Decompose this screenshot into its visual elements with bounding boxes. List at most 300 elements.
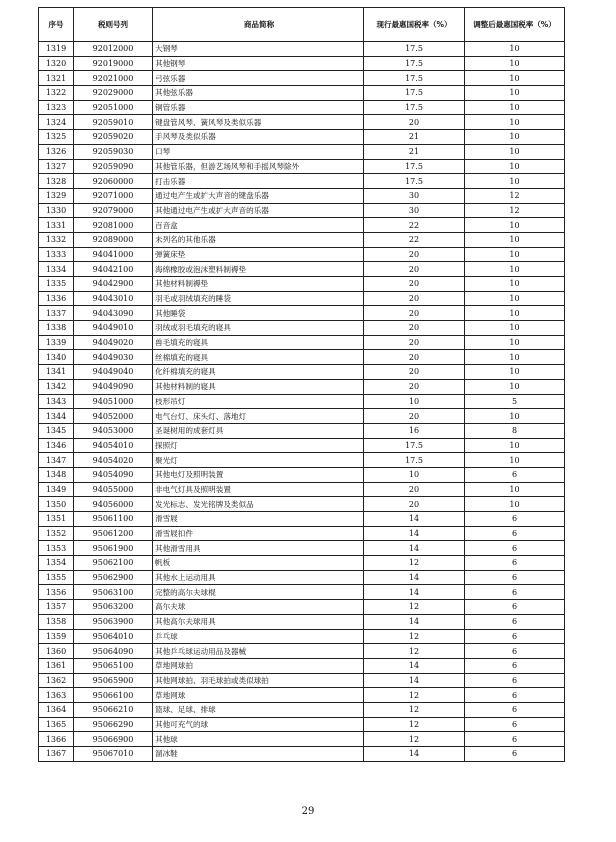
table-row: [39, 526, 565, 541]
cell-tariff-code: 95063900: [74, 614, 153, 629]
cell-adjusted-rate: 6: [465, 541, 565, 556]
table-row: [39, 159, 565, 174]
table-row: [39, 747, 565, 762]
table-row: [39, 100, 565, 115]
table-row: [39, 306, 565, 321]
header-tariff-code: 税则号列: [74, 8, 153, 42]
cell-current-rate: 30: [364, 203, 465, 218]
cell-product-name: 羽毛或羽绒填充的睡袋: [153, 291, 364, 306]
cell-adjusted-rate: 10: [465, 497, 565, 512]
cell-tariff-code: 95062900: [74, 570, 153, 585]
cell-tariff-code: 92081000: [74, 218, 153, 233]
table-body: [39, 42, 565, 762]
cell-seq: 1365: [39, 717, 74, 732]
cell-product-name: 其他可充气的球: [153, 717, 364, 732]
cell-adjusted-rate: 12: [465, 203, 565, 218]
cell-product-name: 其他乒乓球运动用品及器械: [153, 644, 364, 659]
cell-tariff-code: 95061100: [74, 512, 153, 527]
cell-seq: 1357: [39, 600, 74, 615]
cell-seq: 1325: [39, 130, 74, 145]
cell-current-rate: 12: [364, 556, 465, 571]
cell-tariff-code: 95066210: [74, 702, 153, 717]
cell-adjusted-rate: 6: [465, 658, 565, 673]
cell-product-name: 草地网球拍: [153, 658, 364, 673]
cell-tariff-code: 95064010: [74, 629, 153, 644]
cell-seq: 1349: [39, 482, 74, 497]
cell-adjusted-rate: 6: [465, 747, 565, 762]
cell-seq: 1335: [39, 277, 74, 292]
cell-adjusted-rate: 12: [465, 188, 565, 203]
cell-seq: 1341: [39, 365, 74, 380]
table-row: [39, 174, 565, 189]
cell-tariff-code: 94052000: [74, 409, 153, 424]
cell-current-rate: 12: [364, 688, 465, 703]
cell-product-name: 打击乐器: [153, 174, 364, 189]
cell-tariff-code: 92012000: [74, 42, 153, 57]
cell-seq: 1359: [39, 629, 74, 644]
cell-seq: 1366: [39, 732, 74, 747]
cell-current-rate: 17.5: [364, 174, 465, 189]
cell-product-name: 化纤棉填充的寝具: [153, 365, 364, 380]
table-row: [39, 497, 565, 512]
cell-product-name: 铜管乐器: [153, 100, 364, 115]
cell-current-rate: 17.5: [364, 42, 465, 57]
cell-tariff-code: 94056000: [74, 497, 153, 512]
cell-tariff-code: 94043010: [74, 291, 153, 306]
cell-current-rate: 20: [364, 262, 465, 277]
cell-tariff-code: 95065900: [74, 673, 153, 688]
cell-product-name: 其他电灯及照明装置: [153, 467, 364, 482]
table-row: [39, 423, 565, 438]
cell-tariff-code: 92071000: [74, 188, 153, 203]
tariff-rate-table: [38, 7, 565, 762]
cell-tariff-code: 94049090: [74, 379, 153, 394]
cell-adjusted-rate: 6: [465, 688, 565, 703]
cell-current-rate: 20: [364, 306, 465, 321]
table-row: [39, 247, 565, 262]
table-row: [39, 556, 565, 571]
cell-current-rate: 12: [364, 702, 465, 717]
cell-seq: 1344: [39, 409, 74, 424]
cell-product-name: 其他弦乐器: [153, 86, 364, 101]
cell-current-rate: 12: [364, 717, 465, 732]
table-row: [39, 673, 565, 688]
cell-seq: 1336: [39, 291, 74, 306]
cell-seq: 1339: [39, 335, 74, 350]
cell-product-name: 百音盒: [153, 218, 364, 233]
cell-seq: 1327: [39, 159, 74, 174]
cell-seq: 1337: [39, 306, 74, 321]
cell-tariff-code: 94042900: [74, 277, 153, 292]
cell-tariff-code: 95066100: [74, 688, 153, 703]
cell-current-rate: 16: [364, 423, 465, 438]
table-row: [39, 541, 565, 556]
cell-product-name: 发光标志、发光铭牌及类似品: [153, 497, 364, 512]
table-row: [39, 453, 565, 468]
cell-current-rate: 14: [364, 512, 465, 527]
cell-current-rate: 17.5: [364, 453, 465, 468]
cell-adjusted-rate: 10: [465, 277, 565, 292]
cell-adjusted-rate: 6: [465, 673, 565, 688]
cell-seq: 1333: [39, 247, 74, 262]
cell-product-name: 手风琴及类似乐器: [153, 130, 364, 145]
cell-current-rate: 14: [364, 673, 465, 688]
cell-adjusted-rate: 6: [465, 702, 565, 717]
cell-product-name: 通过电产生或扩大声音的键盘乐器: [153, 188, 364, 203]
cell-tariff-code: 92019000: [74, 56, 153, 71]
cell-product-name: 其他材料制褥垫: [153, 277, 364, 292]
table-row: [39, 350, 565, 365]
cell-tariff-code: 94043090: [74, 306, 153, 321]
table-row: [39, 717, 565, 732]
cell-seq: 1342: [39, 379, 74, 394]
cell-current-rate: 20: [364, 335, 465, 350]
table-row: [39, 71, 565, 86]
cell-product-name: 其他通过电产生或扩大声音的乐器: [153, 203, 364, 218]
cell-adjusted-rate: 10: [465, 130, 565, 145]
cell-seq: 1354: [39, 556, 74, 571]
cell-seq: 1355: [39, 570, 74, 585]
cell-tariff-code: 95062100: [74, 556, 153, 571]
cell-current-rate: 20: [364, 379, 465, 394]
cell-product-name: 篮球、足球、排球: [153, 702, 364, 717]
table-row: [39, 42, 565, 57]
table-row: [39, 321, 565, 336]
cell-adjusted-rate: 6: [465, 467, 565, 482]
cell-product-name: 其他钢琴: [153, 56, 364, 71]
cell-product-name: 其他网球拍、羽毛球拍或类似球拍: [153, 673, 364, 688]
cell-product-name: 海绵橡胶或泡沫塑料制褥垫: [153, 262, 364, 277]
cell-adjusted-rate: 10: [465, 350, 565, 365]
cell-tariff-code: 94051000: [74, 394, 153, 409]
cell-product-name: 口琴: [153, 144, 364, 159]
cell-seq: 1347: [39, 453, 74, 468]
cell-product-name: 探照灯: [153, 438, 364, 453]
cell-adjusted-rate: 10: [465, 115, 565, 130]
cell-product-name: 溜冰鞋: [153, 747, 364, 762]
cell-seq: 1367: [39, 747, 74, 762]
cell-adjusted-rate: 10: [465, 291, 565, 306]
table-row: [39, 614, 565, 629]
cell-current-rate: 20: [364, 115, 465, 130]
cell-tariff-code: 94054020: [74, 453, 153, 468]
table-row: [39, 291, 565, 306]
cell-seq: 1343: [39, 394, 74, 409]
table-row: [39, 365, 565, 380]
cell-product-name: 滑雪屐扣件: [153, 526, 364, 541]
cell-current-rate: 12: [364, 644, 465, 659]
cell-adjusted-rate: 10: [465, 453, 565, 468]
cell-seq: 1350: [39, 497, 74, 512]
cell-tariff-code: 92059010: [74, 115, 153, 130]
cell-seq: 1328: [39, 174, 74, 189]
cell-adjusted-rate: 10: [465, 247, 565, 262]
cell-adjusted-rate: 10: [465, 306, 565, 321]
cell-tariff-code: 94054090: [74, 467, 153, 482]
cell-product-name: 其他睡袋: [153, 306, 364, 321]
table-row: [39, 658, 565, 673]
cell-seq: 1320: [39, 56, 74, 71]
cell-tariff-code: 94049010: [74, 321, 153, 336]
cell-adjusted-rate: 10: [465, 42, 565, 57]
table-row: [39, 262, 565, 277]
cell-seq: 1353: [39, 541, 74, 556]
cell-current-rate: 20: [364, 291, 465, 306]
cell-product-name: 大钢琴: [153, 42, 364, 57]
cell-product-name: 其他材料制的寝具: [153, 379, 364, 394]
cell-seq: 1321: [39, 71, 74, 86]
cell-adjusted-rate: 10: [465, 159, 565, 174]
cell-tariff-code: 94041000: [74, 247, 153, 262]
cell-seq: 1340: [39, 350, 74, 365]
cell-tariff-code: 94055000: [74, 482, 153, 497]
table-row: [39, 394, 565, 409]
cell-tariff-code: 95065100: [74, 658, 153, 673]
table-row: [39, 188, 565, 203]
cell-seq: 1352: [39, 526, 74, 541]
cell-adjusted-rate: 10: [465, 321, 565, 336]
cell-current-rate: 10: [364, 394, 465, 409]
cell-tariff-code: 92089000: [74, 232, 153, 247]
cell-current-rate: 12: [364, 732, 465, 747]
cell-current-rate: 22: [364, 218, 465, 233]
cell-seq: 1326: [39, 144, 74, 159]
cell-tariff-code: 92059020: [74, 130, 153, 145]
cell-current-rate: 14: [364, 585, 465, 600]
page-number: 29: [301, 806, 315, 817]
table-row: [39, 585, 565, 600]
cell-adjusted-rate: 6: [465, 585, 565, 600]
cell-current-rate: 17.5: [364, 438, 465, 453]
cell-adjusted-rate: 10: [465, 56, 565, 71]
cell-tariff-code: 94053000: [74, 423, 153, 438]
cell-current-rate: 17.5: [364, 100, 465, 115]
cell-product-name: 聚光灯: [153, 453, 364, 468]
cell-tariff-code: 92059090: [74, 159, 153, 174]
cell-current-rate: 21: [364, 130, 465, 145]
table-row: [39, 629, 565, 644]
cell-current-rate: 22: [364, 232, 465, 247]
table-row: [39, 144, 565, 159]
table-row: [39, 570, 565, 585]
table-row: [39, 56, 565, 71]
cell-tariff-code: 95061900: [74, 541, 153, 556]
cell-seq: 1323: [39, 100, 74, 115]
cell-adjusted-rate: 6: [465, 556, 565, 571]
cell-current-rate: 14: [364, 747, 465, 762]
table-row: [39, 86, 565, 101]
cell-adjusted-rate: 6: [465, 644, 565, 659]
cell-adjusted-rate: 6: [465, 717, 565, 732]
cell-tariff-code: 95066900: [74, 732, 153, 747]
cell-seq: 1324: [39, 115, 74, 130]
header-seq: 序号: [39, 8, 74, 42]
table-row: [39, 702, 565, 717]
cell-seq: 1348: [39, 467, 74, 482]
cell-product-name: 兽毛填充的寝具: [153, 335, 364, 350]
cell-adjusted-rate: 10: [465, 262, 565, 277]
table-row: [39, 732, 565, 747]
cell-adjusted-rate: 10: [465, 409, 565, 424]
cell-adjusted-rate: 10: [465, 365, 565, 380]
cell-current-rate: 20: [364, 365, 465, 380]
cell-product-name: 丝棉填充的寝具: [153, 350, 364, 365]
cell-seq: 1363: [39, 688, 74, 703]
cell-current-rate: 20: [364, 350, 465, 365]
cell-seq: 1351: [39, 512, 74, 527]
cell-adjusted-rate: 10: [465, 100, 565, 115]
cell-seq: 1356: [39, 585, 74, 600]
cell-current-rate: 20: [364, 497, 465, 512]
cell-adjusted-rate: 10: [465, 174, 565, 189]
cell-current-rate: 21: [364, 144, 465, 159]
cell-tariff-code: 92029000: [74, 86, 153, 101]
cell-current-rate: 14: [364, 541, 465, 556]
cell-product-name: 弹簧床垫: [153, 247, 364, 262]
cell-adjusted-rate: 5: [465, 394, 565, 409]
table-row: [39, 438, 565, 453]
cell-current-rate: 12: [364, 629, 465, 644]
cell-current-rate: 10: [364, 467, 465, 482]
cell-tariff-code: 92079000: [74, 203, 153, 218]
table-row: [39, 232, 565, 247]
header-product-name: 商品简称: [153, 8, 364, 42]
cell-seq: 1322: [39, 86, 74, 101]
cell-seq: 1334: [39, 262, 74, 277]
cell-seq: 1331: [39, 218, 74, 233]
cell-current-rate: 30: [364, 188, 465, 203]
cell-product-name: 乒乓球: [153, 629, 364, 644]
table-row: [39, 335, 565, 350]
cell-product-name: 高尔夫球: [153, 600, 364, 615]
table-row: [39, 115, 565, 130]
cell-product-name: 电气台灯、床头灯、落地灯: [153, 409, 364, 424]
cell-product-name: 草地网球: [153, 688, 364, 703]
cell-seq: 1360: [39, 644, 74, 659]
cell-current-rate: 14: [364, 614, 465, 629]
cell-current-rate: 20: [364, 409, 465, 424]
cell-current-rate: 17.5: [364, 71, 465, 86]
table-row: [39, 482, 565, 497]
table-row: [39, 277, 565, 292]
cell-seq: 1319: [39, 42, 74, 57]
cell-product-name: 完整的高尔夫球棍: [153, 585, 364, 600]
cell-tariff-code: 92051000: [74, 100, 153, 115]
cell-seq: 1361: [39, 658, 74, 673]
cell-product-name: 其他管乐器，但游艺场风琴和手摇风琴除外: [153, 159, 364, 174]
cell-tariff-code: 94049040: [74, 365, 153, 380]
cell-seq: 1330: [39, 203, 74, 218]
cell-current-rate: 14: [364, 526, 465, 541]
cell-adjusted-rate: 10: [465, 232, 565, 247]
cell-current-rate: 14: [364, 570, 465, 585]
cell-current-rate: 20: [364, 247, 465, 262]
cell-tariff-code: 94042100: [74, 262, 153, 277]
cell-seq: 1362: [39, 673, 74, 688]
cell-current-rate: 20: [364, 277, 465, 292]
cell-adjusted-rate: 6: [465, 600, 565, 615]
table-row: [39, 409, 565, 424]
table-row: [39, 512, 565, 527]
cell-tariff-code: 94054010: [74, 438, 153, 453]
cell-seq: 1329: [39, 188, 74, 203]
cell-current-rate: 17.5: [364, 86, 465, 101]
cell-tariff-code: 95067010: [74, 747, 153, 762]
table-row: [39, 379, 565, 394]
table-row: [39, 600, 565, 615]
header-current-rate: 现行最惠国税率（%）: [364, 8, 465, 42]
table-header-row: [39, 8, 565, 42]
cell-product-name: 滑雪屐: [153, 512, 364, 527]
cell-product-name: 圣诞树用的成套灯具: [153, 423, 364, 438]
cell-tariff-code: 92060000: [74, 174, 153, 189]
cell-seq: 1364: [39, 702, 74, 717]
cell-adjusted-rate: 6: [465, 732, 565, 747]
cell-current-rate: 17.5: [364, 56, 465, 71]
table-row: [39, 130, 565, 145]
cell-tariff-code: 95063200: [74, 600, 153, 615]
cell-product-name: 其他水上运动用具: [153, 570, 364, 585]
cell-current-rate: 20: [364, 321, 465, 336]
table-row: [39, 644, 565, 659]
cell-product-name: 帆板: [153, 556, 364, 571]
cell-current-rate: 12: [364, 600, 465, 615]
cell-adjusted-rate: 10: [465, 335, 565, 350]
cell-current-rate: 17.5: [364, 159, 465, 174]
cell-product-name: 其他滑雪用具: [153, 541, 364, 556]
cell-tariff-code: 92021000: [74, 71, 153, 86]
cell-current-rate: 14: [364, 658, 465, 673]
cell-tariff-code: 95063100: [74, 585, 153, 600]
cell-seq: 1332: [39, 232, 74, 247]
cell-product-name: 羽绒或羽毛填充的寝具: [153, 321, 364, 336]
table-row: [39, 467, 565, 482]
cell-product-name: 其他高尔夫球用具: [153, 614, 364, 629]
cell-adjusted-rate: 6: [465, 512, 565, 527]
cell-adjusted-rate: 10: [465, 144, 565, 159]
cell-adjusted-rate: 10: [465, 86, 565, 101]
cell-adjusted-rate: 10: [465, 71, 565, 86]
table-row: [39, 688, 565, 703]
cell-product-name: 弓弦乐器: [153, 71, 364, 86]
cell-tariff-code: 94049030: [74, 350, 153, 365]
cell-adjusted-rate: 10: [465, 482, 565, 497]
cell-adjusted-rate: 8: [465, 423, 565, 438]
cell-seq: 1358: [39, 614, 74, 629]
cell-product-name: 其他球: [153, 732, 364, 747]
cell-product-name: 非电气灯具及照明装置: [153, 482, 364, 497]
cell-adjusted-rate: 10: [465, 379, 565, 394]
cell-adjusted-rate: 6: [465, 526, 565, 541]
cell-adjusted-rate: 6: [465, 614, 565, 629]
cell-adjusted-rate: 6: [465, 629, 565, 644]
cell-seq: 1346: [39, 438, 74, 453]
cell-tariff-code: 92059030: [74, 144, 153, 159]
cell-adjusted-rate: 10: [465, 438, 565, 453]
cell-adjusted-rate: 10: [465, 218, 565, 233]
cell-adjusted-rate: 6: [465, 570, 565, 585]
cell-seq: 1338: [39, 321, 74, 336]
table-row: [39, 218, 565, 233]
header-adjusted-rate: 调整后最惠国税率（%）: [465, 8, 565, 42]
cell-product-name: 枝形吊灯: [153, 394, 364, 409]
cell-tariff-code: 95061200: [74, 526, 153, 541]
cell-tariff-code: 94049020: [74, 335, 153, 350]
cell-tariff-code: 95066290: [74, 717, 153, 732]
cell-seq: 1345: [39, 423, 74, 438]
cell-product-name: 未列名的其他乐器: [153, 232, 364, 247]
cell-current-rate: 20: [364, 482, 465, 497]
